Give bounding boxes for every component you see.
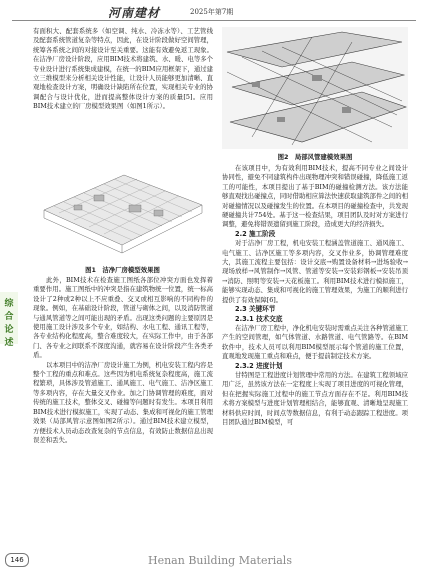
section-heading-2-2: 2.2 施工阶段 (235, 229, 276, 238)
right-paragraph-3: 在洁净厂房工程中，净化机电安装时需重点关注各种管道施工产生的空间管理，如气体管道、水路管道、电气管路等。在BIM软件中，技术人员可以利用BIM模型展示每个管道的施工位置，直观地发现施工重点和难点，便于提前制定技术方案。 (222, 323, 408, 361)
section-heading-2-3-2: 2.3.2 进度计划 (235, 361, 283, 370)
left-column (33, 27, 213, 112)
figure-1-image (34, 150, 211, 260)
left-paragraph-1: 有面积大、配套系统多（如空调、纯水、冷冻水等）、工艺管线及配套系统管道复杂等特点，因此，在设计阶段做好空间管理，统筹各系统之间的对接设计至关重要。这能有效避免返工现象。在洁净厂房设计阶段，应用BIM技术将建筑、水、暖、电等多个专业设计进行系统集成建模，在统一的BIM应用框架下，通过建立三维模型来分析相关设计性能，让设计人员能够更加清晰、直观地检查设计方案，明确设计缺陷所在位置，实现相关专业的协调配合与设计优化，进而提高整体设计方案的质量[5]。应用BIM技术建立的厂房模型效果图（如图1所示）。 (33, 27, 213, 111)
right-column (222, 164, 408, 427)
footer-journal-name: Henan Building Materials (148, 554, 292, 567)
left-paragraph-2: 此外，BIM技术在检查施工图纸各部位冲突方面也发挥着重要作用。施工图纸中的冲突是指在建筑物统一位置，统一标高设计了2种或2种以上不应重叠、交叉或相互影响的不同构件的现象。例如，在基础设计阶段，管道与砌体之间，以及消防管道与通风管道等之间可能出现的矛盾。出现这类问题的主要原因是使用施工设计涉及多个专业，如结构、水电工程、通讯工程等，各专业结构化程度高，整合难度较大，在实际工作中，由于各部门、各专业之间联系不深度沟通，就容易在设计阶段产生各类矛盾。 (33, 276, 213, 360)
left-column-lower (33, 276, 213, 445)
issue-label: 2025年第7期 (190, 8, 234, 16)
section-heading-2-3-1: 2.3.1 技术交底 (235, 314, 283, 323)
figure-2-caption: 图2 局部风管建模效果图 (277, 153, 353, 161)
right-paragraph-2: 对于洁净厂房工程，机电安装工程涵盖管道施工、通风施工、电气施工、洁净区施工等多项内容，交叉作业多，协调管理难度大，其施工流程主要包括：设计交底→购置设备材料→进场验收→现场放样→风管制作→风管、管道等安装→安装彩钢板→安装吊顶→消防、照明等安装→天花板施工。利用BIM技术进行模拟施工，能够实现动态、集成和可视化的施工管理效果，为施工的顺利进行提供了有效保障[6]。 (222, 239, 408, 304)
figure-1-caption: 图1 洁净厂房模型效果图 (85, 266, 160, 274)
figure-2-image (222, 27, 408, 149)
section-heading-2-3: 2.3 关键环节 (235, 305, 276, 314)
right-paragraph-1: 在该项目中，为有效利用BIM技术，提高不同专业之间设计协同性，避免不同建筑构件出现物理冲突和错误碰撞，降低施工返工的可能性，本项目提出了基于BIM的碰撞检测方法。该方法能够直观找出碰撞点，同时借助相应算法快速获取建筑部件之间的相对碰撞情况以及碰撞发生的位置。在本项目的碰撞检查中，共发现硬碰撞共计754处。基于这一检查结果，项目团队及时对方案进行调整，避免将错误遗留到施工阶段，造成更大的经济损失。 (222, 164, 408, 229)
journal-logo: 河南建材 (108, 6, 161, 20)
page-header (0, 0, 427, 22)
page-number: 146 (5, 553, 29, 567)
header-divider (12, 20, 416, 21)
section-side-tab (0, 292, 18, 348)
section-side-tab-label: 综合论述 (4, 299, 14, 348)
right-paragraph-4: 甘特图是工程进度计划管理中常用的方法。在建筑工程领域应用广泛，虽然该方法在一定程度上实现了项目进度的可视化管理，但在把握实际施工过程中的施工节点方面存在不足。利用BIM技术将方案模型与进度计划管理相结合，能够直观、清晰地呈现施工材料供应时间，时间点等数据信息，有利于动态跟踪工程进度。项目团队通过BIM模型，可 (222, 370, 408, 426)
left-paragraph-3: 以本项目中的洁净厂房设计施工为例，机电安装工程内容是整个工程的重点和难点。这些因为机电系统复杂程度高，施工流程繁琐，具体涉及管道施工、通风施工、电气施工、洁净区施工等多项内容，存在大量交叉作业。加之门协调管理的难度，面对传统的施工技术，整体交叉、碰撞等问题时有发生。本项目利用BIM技术进行模拟施工，实现了动态、集成和可视化的施工管理效果（局部风管示意图如图2所示）。通过BIM技术建立模型，方便技术人员动态改查复杂的节点信息，有效防止数据信息出现误差和丢失。 (33, 360, 213, 444)
